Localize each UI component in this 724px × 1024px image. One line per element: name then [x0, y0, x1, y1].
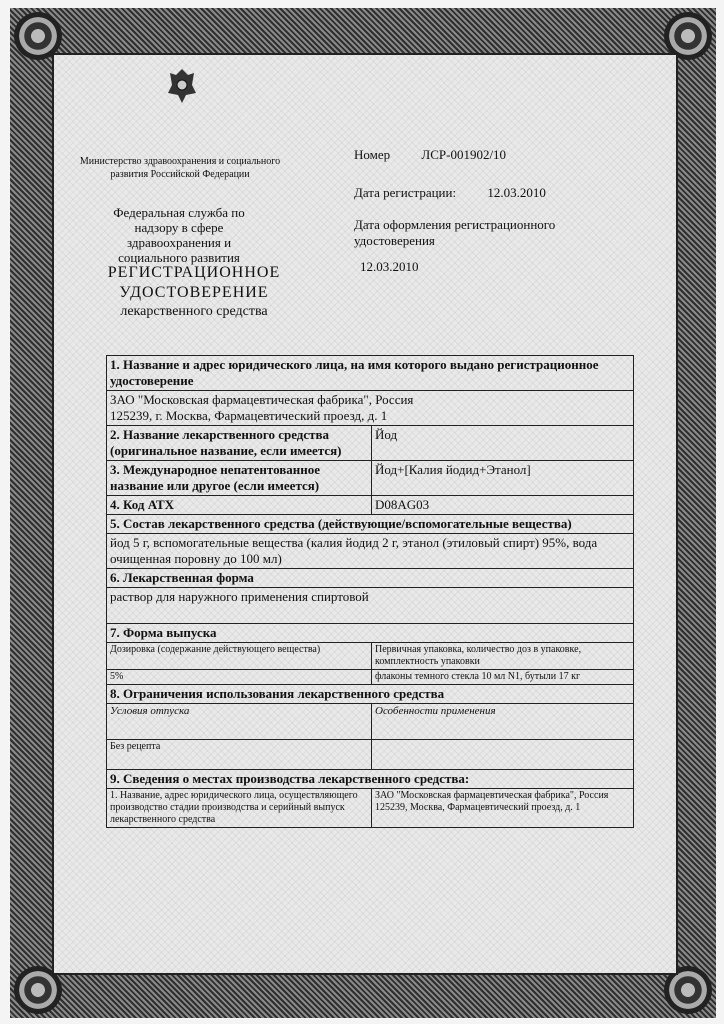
details-table: [106, 355, 634, 828]
certificate-body: [52, 53, 678, 975]
section-9-values: [107, 789, 633, 827]
section-3: [107, 461, 633, 496]
reg-number-value: ЛСР-001902/10: [421, 147, 507, 162]
manufacturer-address: 125239, Москва, Фармацевтический проезд, д. 1: [375, 802, 581, 813]
section-7-header: [107, 643, 633, 670]
manufacturer-info: [372, 789, 633, 827]
title-line-1: РЕГИСТРАЦИОННОЕ: [107, 264, 281, 281]
section-5-value: йод 5 г, вспомогательные вещества (калия йодид 2 г, этанол (этиловый спирт) 95%, вода очищенная поровну до 100 мл): [107, 534, 633, 569]
coat-of-arms-icon: [164, 65, 200, 107]
section-3-label: 3. Международное непатентованное название или другое (если имеется): [107, 461, 372, 495]
service-name: Федеральная служба по надзору в сфере здравоохранения и социального развития: [113, 205, 245, 265]
section-9-title: 9. Сведения о местах производства лекарственного средства:: [107, 770, 633, 789]
section-8-header: [107, 704, 633, 740]
section-4: [107, 496, 633, 515]
title-line-3: лекарственного средства: [120, 304, 268, 319]
packaging-header: Первичная упаковка, количество доз в упаковке, комплектность упаковки: [375, 644, 582, 667]
issue-date-label: Дата оформления регистрационного удостоверения: [354, 217, 556, 248]
section-2-label: 2. Название лекарственного средства (оригинальное название, если имеется): [107, 426, 372, 460]
section-4-label: 4. Код АТХ: [107, 496, 372, 514]
section-8-title: 8. Ограничения использования лекарственного средства: [107, 685, 633, 704]
section-2: [107, 426, 633, 461]
section-6-value: раствор для наружного применения спиртовой: [107, 588, 633, 624]
section-1-value: [107, 391, 633, 426]
section-7-title: 7. Форма выпуска: [107, 624, 633, 643]
section-7-values: [107, 670, 633, 685]
section-1-title: 1. Название и адрес юридического лица, на имя которого выдано регистрационное удостоверение: [107, 356, 633, 391]
reg-number: [354, 147, 506, 163]
reg-number-label: Номер: [354, 147, 391, 162]
reg-date: [354, 185, 546, 201]
section-6-title: 6. Лекарственная форма: [107, 569, 633, 588]
manufacturer-name: ЗАО "Московская фармацевтическая фабрика", Россия: [375, 790, 609, 801]
application-header: Особенности применения: [375, 705, 496, 717]
application-value: [372, 740, 633, 769]
dosage-value: 5%: [107, 670, 372, 684]
packaging-value: флаконы темного стекла 10 мл N1, бутыли 17 кг: [375, 671, 581, 682]
title-line-2: УДОСТОВЕРЕНИЕ: [119, 284, 269, 301]
ministry-name: Министерство здравоохранения и социального развития Российской Федерации: [79, 156, 281, 180]
section-2-value: Йод: [375, 427, 398, 442]
ornamental-border: [10, 8, 716, 1018]
section-5-title: 5. Состав лекарственного средства (действующие/вспомогательные вещества): [107, 515, 633, 534]
holder-address: 125239, г. Москва, Фармацевтический проезд, д. 1: [110, 408, 388, 423]
section-3-value: Йод+[Калия йодид+Этанол]: [375, 462, 531, 477]
issue-date-value: 12.03.2010: [360, 259, 419, 274]
reg-date-value: 12.03.2010: [487, 185, 546, 200]
manufacturer-role: 1. Название, адрес юридического лица, осуществляющего производство стадии производства и серийный выпуск лекарственного средства: [107, 789, 372, 827]
section-4-value: D08AG03: [375, 497, 430, 512]
section-8-values: [107, 740, 633, 770]
document-title: [94, 263, 294, 321]
dosage-header: Дозировка (содержание действующего вещества): [107, 643, 372, 669]
holder-name: ЗАО "Московская фармацевтическая фабрика", Россия: [110, 392, 414, 407]
dispensing-header: Условия отпуска: [107, 704, 372, 739]
dispensing-value: Без рецепта: [107, 740, 372, 769]
reg-date-label: Дата регистрации:: [354, 185, 457, 200]
